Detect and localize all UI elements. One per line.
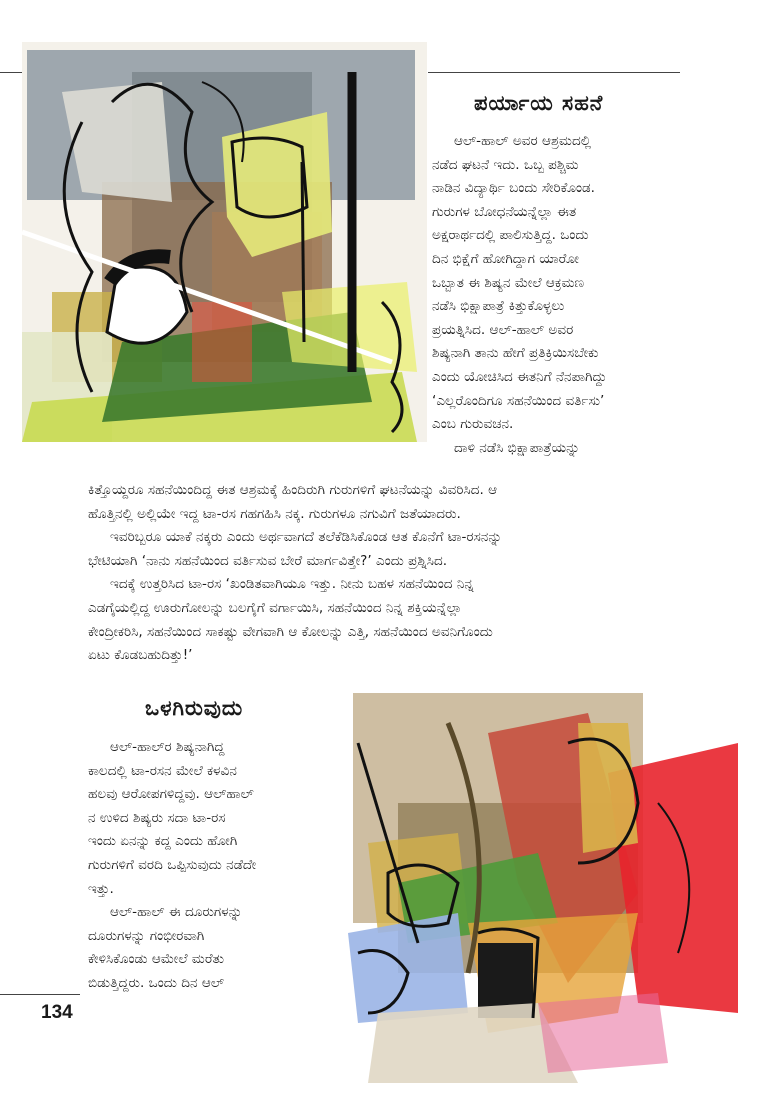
text-line: ದೂರುಗಳನ್ನು ಗಂಭೀರವಾಗಿ [88, 927, 205, 944]
text-line: ಕಿತ್ತೊಯ್ದರೂ ಸಹನೆಯಿಂದಿದ್ದ ಈತ ಆಶ್ರಮಕ್ಕೆ ಹಿಂದಿರುಗಿ ಗುರುಗಳಿಗೆ ಘಟನೆಯನ್ನು ವಿವರಿಸಿದ. ಆ [88, 482, 498, 498]
section1-column-text [432, 130, 678, 460]
text-line: ಆಲ್-ಹಾಲ್ ಈ ದೂರುಗಳನ್ನು [110, 904, 243, 921]
text-line: ಹಲವು ಆರೋಪಗಳಿದ್ದವು. ಆಲ್‌ಹಾಲ್ [88, 786, 254, 803]
text-line: ನಾಡಿನ ವಿದ್ಯಾರ್ಥಿ ಬಂದು ಸೇರಿಕೊಂಡ. [432, 180, 596, 197]
text-line: ದಿನ ಭಿಕ್ಷೆಗೆ ಹೋಗಿದ್ದಾಗ ಯಾರೋ [432, 250, 579, 267]
text-line: ಇವರಿಬ್ಬರೂ ಯಾಕೆ ನಕ್ಕರು ಎಂದು ಅರ್ಥವಾಗದೆ ತಲೆಕೆಡಿಸಿಕೊಂಡ ಆತ ಕೊನೆಗೆ ಟಾ-ರಸನನ್ನು [110, 529, 503, 546]
text-line: ಹೊತ್ತಿನಲ್ಲಿ ಅಲ್ಲಿಯೇ ಇದ್ದ ಟಾ-ರಸ ಗಹಗಹಿಸಿ ನಕ್ಕ. ಗುರುಗಳೂ ನಗುವಿಗೆ ಜತೆಯಾದರು. [88, 505, 461, 522]
section-title-olagiruvudu: ಒಳಗಿರುವುದು [145, 696, 244, 720]
section-title-paryaya-sahane: ಪರ್ಯಾಯ ಸಹನೆ [474, 91, 604, 115]
text-line: ಗುರುಗಳ ಬೋಧನೆಯನ್ನೆಲ್ಲಾ ಈತ [432, 203, 577, 220]
text-line: ಕೇಂದ್ರೀಕರಿಸಿ, ಸಹನೆಯಿಂದ ಸಾಕಷ್ಟು ವೇಗವಾಗಿ ಆ ಕೋಲನ್ನು ಎತ್ತಿ, ಸಹನೆಯಿಂದ ಅವನಿಗೊಂದು [88, 623, 493, 640]
text-line: ಎಡಗೈಯಲ್ಲಿದ್ದ ಊರುಗೋಲನ್ನು ಬಲಗೈಗೆ ವರ್ಗಾಯಿಸಿ, ಸಹನೆಯಿಂದ ನಿನ್ನ ಶಕ್ತಿಯನ್ನೆಲ್ಲಾ [88, 599, 462, 616]
text-line: ಇಂದು ಏನನ್ನು ಕದ್ದ ಎಂದು ಹೋಗಿ [88, 833, 238, 850]
top-rule-left [0, 72, 22, 73]
text-line: ಏಟು ಕೊಡಬಹುದಿತ್ತು!’ [88, 647, 193, 664]
text-line: ನಡೆಸಿ ಭಿಕ್ಷಾಪಾತ್ರೆ ಕಿತ್ತುಕೊಳ್ಳಲು [432, 298, 565, 315]
illustration-bottom [338, 683, 738, 1087]
text-line: ನಡೆದ ಘಟನೆ ಇದು. ಒಬ್ಬ ಪಶ್ಚಿಮ [432, 156, 579, 173]
section1-wide-text [88, 479, 678, 668]
text-line: ಭೇಟಿಯಾಗಿ ‘ನಾನು ಸಹನೆಯಿಂದ ವರ್ತಿಸುವ ಬೇರೆ ಮಾರ್ಗವಿತ್ತೇ?’ ಎಂದು ಪ್ರಶ್ನಿಸಿದ. [88, 552, 448, 569]
text-line: ದಾಳಿ ನಡೆಸಿ ಭಿಕ್ಷಾಪಾತ್ರೆಯನ್ನು [454, 439, 580, 456]
top-rule-right [428, 72, 680, 73]
text-line: ಪ್ರಯತ್ನಿಸಿದ. ಆಲ್-ಹಾಲ್ ಅವರ [432, 321, 574, 338]
text-line: ಆಲ್-ಹಾಲ್ ಅವರ ಆಶ್ರಮದಲ್ಲಿ [454, 133, 592, 149]
text-line: ನ ಉಳಿದ ಶಿಷ್ಯರು ಸದಾ ಟಾ-ರಸ [88, 809, 226, 826]
text-line: ‘ಎಲ್ಲರೊಂದಿಗೂ ಸಹನೆಯಿಂದ ವರ್ತಿಸು’ [432, 392, 605, 409]
illustration-top [22, 42, 427, 442]
text-line: ಒಬ್ಬಾತ ಈ ಶಿಷ್ಯನ ಮೇಲೆ ಆಕ್ರಮಣ [432, 274, 585, 291]
text-line: ಎಂದು ಯೋಚಿಸಿದ ಈತನಿಗೆ ನೆನಪಾಗಿದ್ದು [432, 368, 607, 385]
text-line: ಕೇಳಿಸಿಕೊಂಡು ಆಮೇಲೆ ಮರೆತು [88, 951, 225, 968]
section2-text [88, 736, 326, 996]
text-line: ಶಿಷ್ಯನಾಗಿ ತಾನು ಹೇಗೆ ಪ್ರತಿಕ್ರಿಯಿಸಬೇಕು [432, 345, 599, 362]
text-line: ಇತ್ತು. [88, 880, 114, 897]
page-number: 134 [41, 1002, 73, 1023]
bottom-rule-left [0, 994, 80, 995]
text-line: ಎಂಬ ಗುರುವಚನ. [432, 416, 514, 433]
text-line: ಕಾಲದಲ್ಲಿ ಟಾ-ರಸನ ಮೇಲೆ ಕಳವಿನ [88, 762, 237, 779]
text-line: ಗುರುಗಳಿಗೆ ವರದಿ ಒಪ್ಪಿಸುವುದು ನಡೆದೇ [88, 856, 257, 873]
text-line: ಆಲ್-ಹಾಲ್‌ರ ಶಿಷ್ಯನಾಗಿದ್ದ [110, 739, 225, 755]
text-line: ಬಿಡುತ್ತಿದ್ದರು. ಒಂದು ದಿನ ಆಲ್ [88, 974, 225, 991]
text-line: ಅಕ್ಷರಾರ್ಥದಲ್ಲಿ ಪಾಲಿಸುತ್ತಿದ್ದ. ಒಂದು [432, 227, 589, 244]
text-line: ಇದಕ್ಕೆ ಉತ್ತರಿಸಿದ ಟಾ-ರಸ ‘ಖಂಡಿತವಾಗಿಯೂ ಇತ್ತು. ನೀನು ಬಹಳ ಸಹನೆಯಿಂದ ನಿನ್ನ [110, 576, 474, 593]
